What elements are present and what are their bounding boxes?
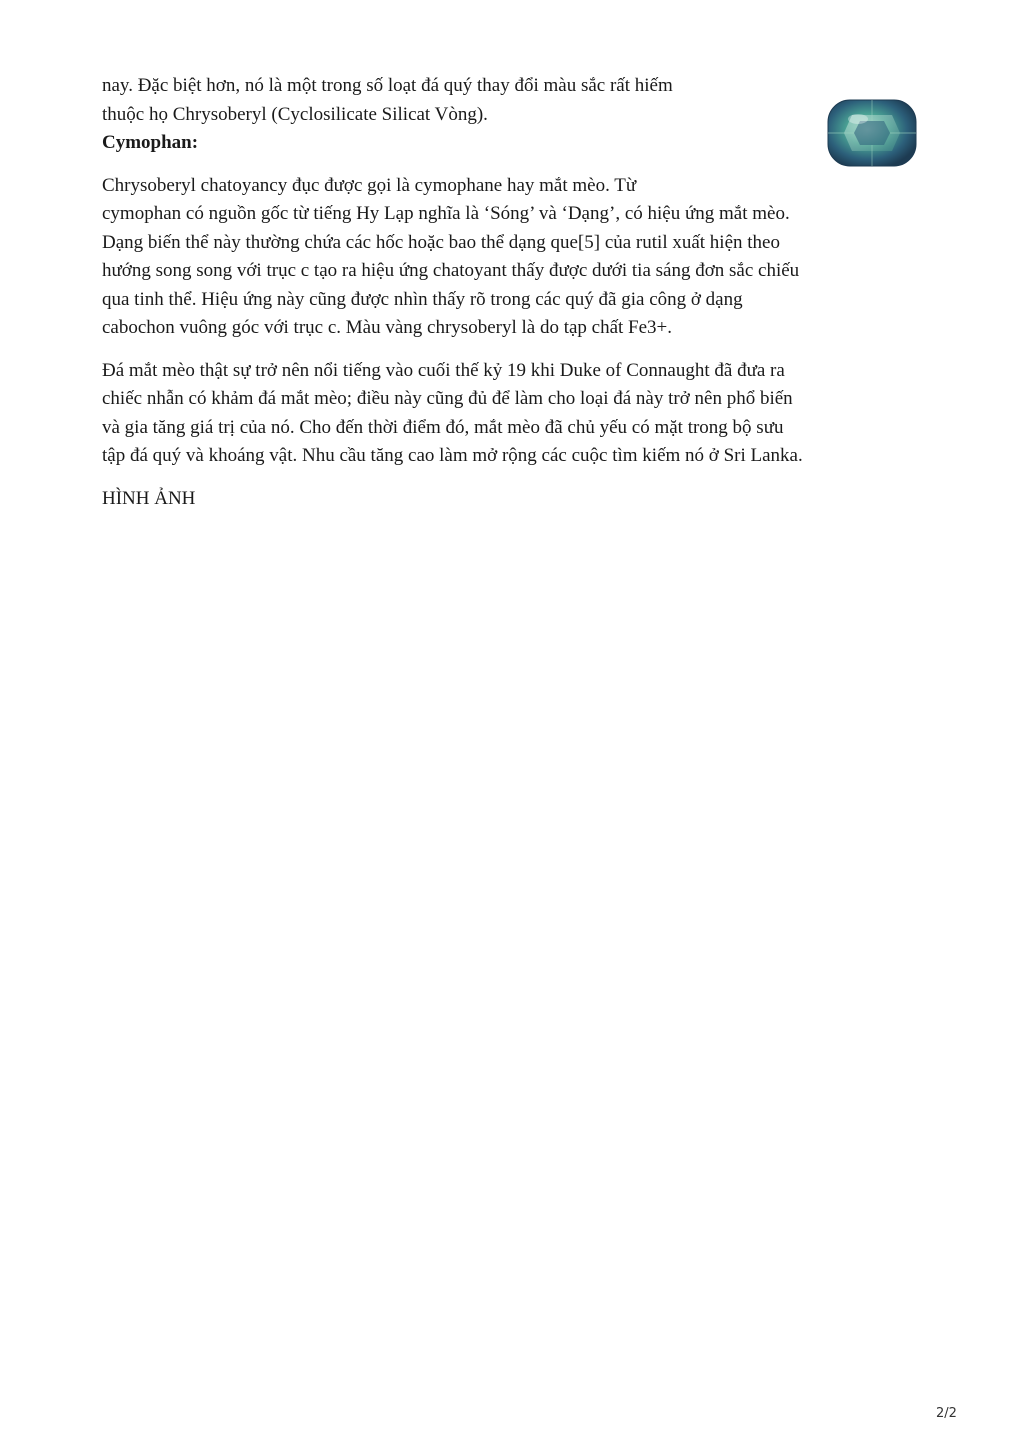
images-label: HÌNH ẢNH — [102, 487, 196, 509]
gemstone-image — [826, 97, 918, 169]
paragraph-line: Dạng biến thể này thường chứa các hốc hoặc bao thể dạng que[5] của rutil xuất hiện theo — [102, 231, 780, 253]
paragraph-cats-eye-history — [102, 357, 922, 471]
paragraph-line: và gia tăng giá trị của nó. Cho đến thời điểm đó, mắt mèo đã chủ yếu có mặt trong bộ sưu — [102, 416, 784, 438]
paragraph-line: Chrysoberyl chatoyancy đục được gọi là cymophane hay mắt mèo. Từ — [102, 174, 637, 196]
intro-line-2: thuộc họ Chrysoberyl (Cyclosilicate Silicat Vòng). — [102, 103, 488, 125]
section-heading-cymophan: Cymophan: — [102, 132, 199, 153]
page-number: 2/2 — [936, 1406, 957, 1421]
paragraph-line: tập đá quý và khoáng vật. Nhu cầu tăng cao làm mở rộng các cuộc tìm kiếm nó ở Sri Lanka. — [102, 445, 803, 466]
paragraph-cymophan-description — [102, 172, 922, 343]
paragraph-line: cymophan có nguồn gốc từ tiếng Hy Lạp nghĩa là ‘Sóng’ và ‘Dạng’, có hiệu ứng mắt mèo. — [102, 203, 790, 224]
paragraph-line: cabochon vuông góc với trục c. Màu vàng chrysoberyl là do tạp chất Fe3+. — [102, 317, 673, 338]
paragraph-line: chiếc nhẫn có khảm đá mắt mèo; điều này cũng đủ để làm cho loại đá này trở nên phổ biến — [102, 388, 793, 409]
paragraph-line: hướng song song với trục c tạo ra hiệu ứng chatoyant thấy được dưới tia sáng đơn sắc chiếu — [102, 260, 800, 281]
paragraph-line: qua tinh thể. Hiệu ứng này cũng được nhìn thấy rõ trong các quý đã gia công ở dạng — [102, 288, 743, 310]
images-section — [102, 485, 922, 514]
paragraph-line: Đá mắt mèo thật sự trở nên nổi tiếng vào cuối thế kỷ 19 khi Duke of Connaught đã đưa ra — [102, 359, 785, 381]
intro-line-1: nay. Đặc biệt hơn, nó là một trong số loạt đá quý thay đổi màu sắc rất hiếm — [102, 75, 673, 96]
document-body — [102, 72, 922, 513]
